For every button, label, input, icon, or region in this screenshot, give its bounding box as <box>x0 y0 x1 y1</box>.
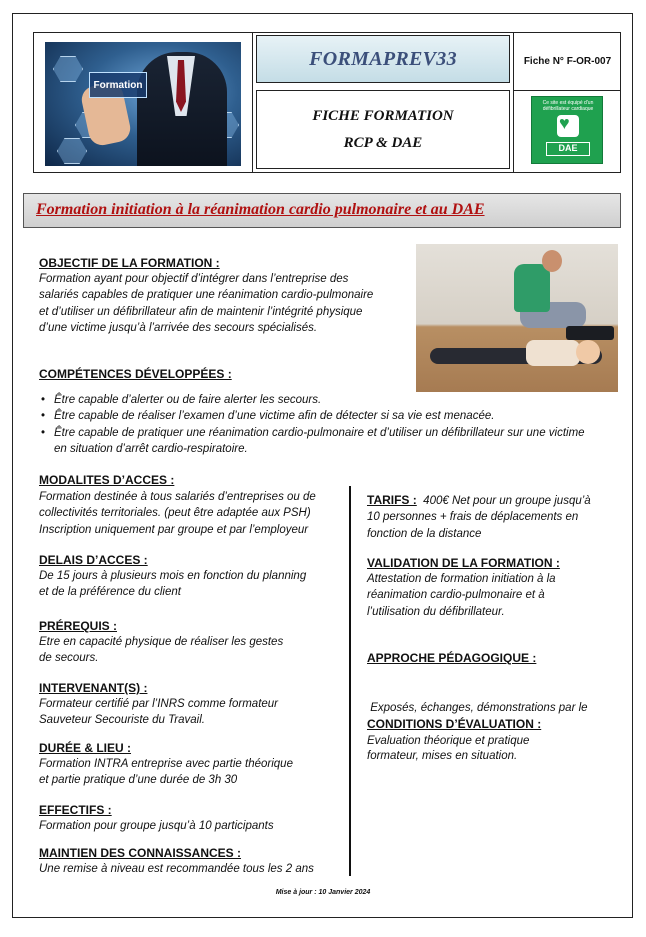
doc-subject: RCP & DAE <box>343 134 423 151</box>
defibrillator-heart-icon <box>557 115 579 137</box>
tarifs-line: fonction de la distance <box>367 527 482 540</box>
intervenant-title: INTERVENANT(S) : <box>39 681 148 695</box>
maintien-text: Une remise à niveau est recommandée tous les 2 ans <box>39 863 314 875</box>
dae-sign <box>531 96 603 164</box>
validation-title: VALIDATION DE LA FORMATION : <box>367 556 560 570</box>
modalites-text: Formation destinée à tous salariés d’entreprises ou de collectivités territoriales. (peut être adaptée aux PSH) Inscription uniquement par groupe et par l’employeur <box>39 491 316 536</box>
effectifs-text: Formation pour groupe jusqu’à 10 participants <box>39 820 274 832</box>
duree-title: DURÉE & LIEU : <box>39 741 132 755</box>
competences-list <box>39 392 619 457</box>
list-item: • Être capable de pratiquer une réanimation cardio-pulmonaire et d’utiliser un défibrillateur sur une victime en situation d’arrêt cardio-respiratoire. <box>39 425 619 458</box>
dae-label: DAE <box>546 142 590 156</box>
conditions-text: Evaluation théorique et pratique <box>367 735 530 747</box>
tarifs-line: 10 personnes + frais de déplacements en <box>367 511 579 524</box>
modalites-title: MODALITES D’ACCES : <box>39 473 175 487</box>
conditions-title: CONDITIONS D’ÉVALUATION : <box>367 717 542 731</box>
doc-reference: Fiche N° F-OR-007 <box>514 33 621 91</box>
doc-title-box <box>256 90 510 169</box>
effectifs-title: EFFECTIFS : <box>39 803 112 817</box>
tarifs-title: TARIFS : <box>367 493 417 507</box>
prerequis-text: Etre en capacité physique de réaliser les gestes de secours. <box>39 636 284 665</box>
header-ref-cell <box>513 33 620 172</box>
column-divider <box>349 486 351 876</box>
update-date: Mise à jour : 10 Janvier 2024 <box>275 889 371 896</box>
hero-formation-label: Formation <box>89 72 147 98</box>
header-table <box>33 32 621 173</box>
formation-hero-image <box>45 42 241 166</box>
approche-text: Exposés, échanges, démonstrations par le formateur, mises en situation. <box>367 701 588 763</box>
maintien-title: MAINTIEN DES CONNAISSANCES : <box>39 846 242 860</box>
header-image-cell <box>34 33 253 172</box>
tarifs-block <box>367 492 617 542</box>
prerequis-title: PRÉREQUIS : <box>39 619 118 633</box>
validation-text: Attestation de formation initiation à la réanimation cardio-pulmonaire et à l’utilisation du défibrillateur. <box>367 573 556 618</box>
doc-type: FICHE FORMATION <box>312 107 454 124</box>
list-item: • Être capable d’alerter ou de faire alerter les secours. <box>39 392 619 408</box>
duree-text: Formation INTRA entreprise avec partie théorique et partie pratique d’une durée de 3h 30 <box>39 758 293 787</box>
dae-notice: Ce site est équipé d'un défibrillateur cardiaque <box>542 100 594 112</box>
intervenant-text: Formateur certifié par l’INRS comme formateur Sauveteur Secouriste du Travail. <box>39 698 279 727</box>
formation-banner <box>23 193 621 228</box>
delais-title: DELAIS D’ACCES : <box>39 553 148 567</box>
delais-text: De 15 jours à plusieurs mois en fonction du planning et de la préférence du client <box>39 570 307 599</box>
competences-title: COMPÉTENCES DÉVELOPPÉES : <box>39 367 232 381</box>
cpr-training-photo <box>416 244 618 392</box>
approche-title: APPROCHE PÉDAGOGIQUE : <box>367 651 537 665</box>
tarifs-line: 400€ Net pour un groupe jusqu’à <box>423 495 591 507</box>
org-name: FORMAPREV33 <box>309 47 457 70</box>
org-title-box <box>256 35 510 83</box>
banner-title: Formation initiation à la réanimation cardio pulmonaire et au DAE <box>36 201 485 218</box>
objectif-text: Formation ayant pour objectif d’intégrer dans l’entreprise des salariés capables de pratiquer une réanimation cardio-pulmonaire et d’utiliser un défibrillateur afin de maintenir l’intégrité physique d’une victime jusqu’à l’arrivée des secours spécialisés. <box>39 273 374 334</box>
list-item: • Être capable de réaliser l’examen d’une victime afin de détecter si sa vie est menacée. <box>39 408 619 424</box>
objectif-title: OBJECTIF DE LA FORMATION : <box>39 256 220 270</box>
header-title-cell <box>253 33 513 172</box>
